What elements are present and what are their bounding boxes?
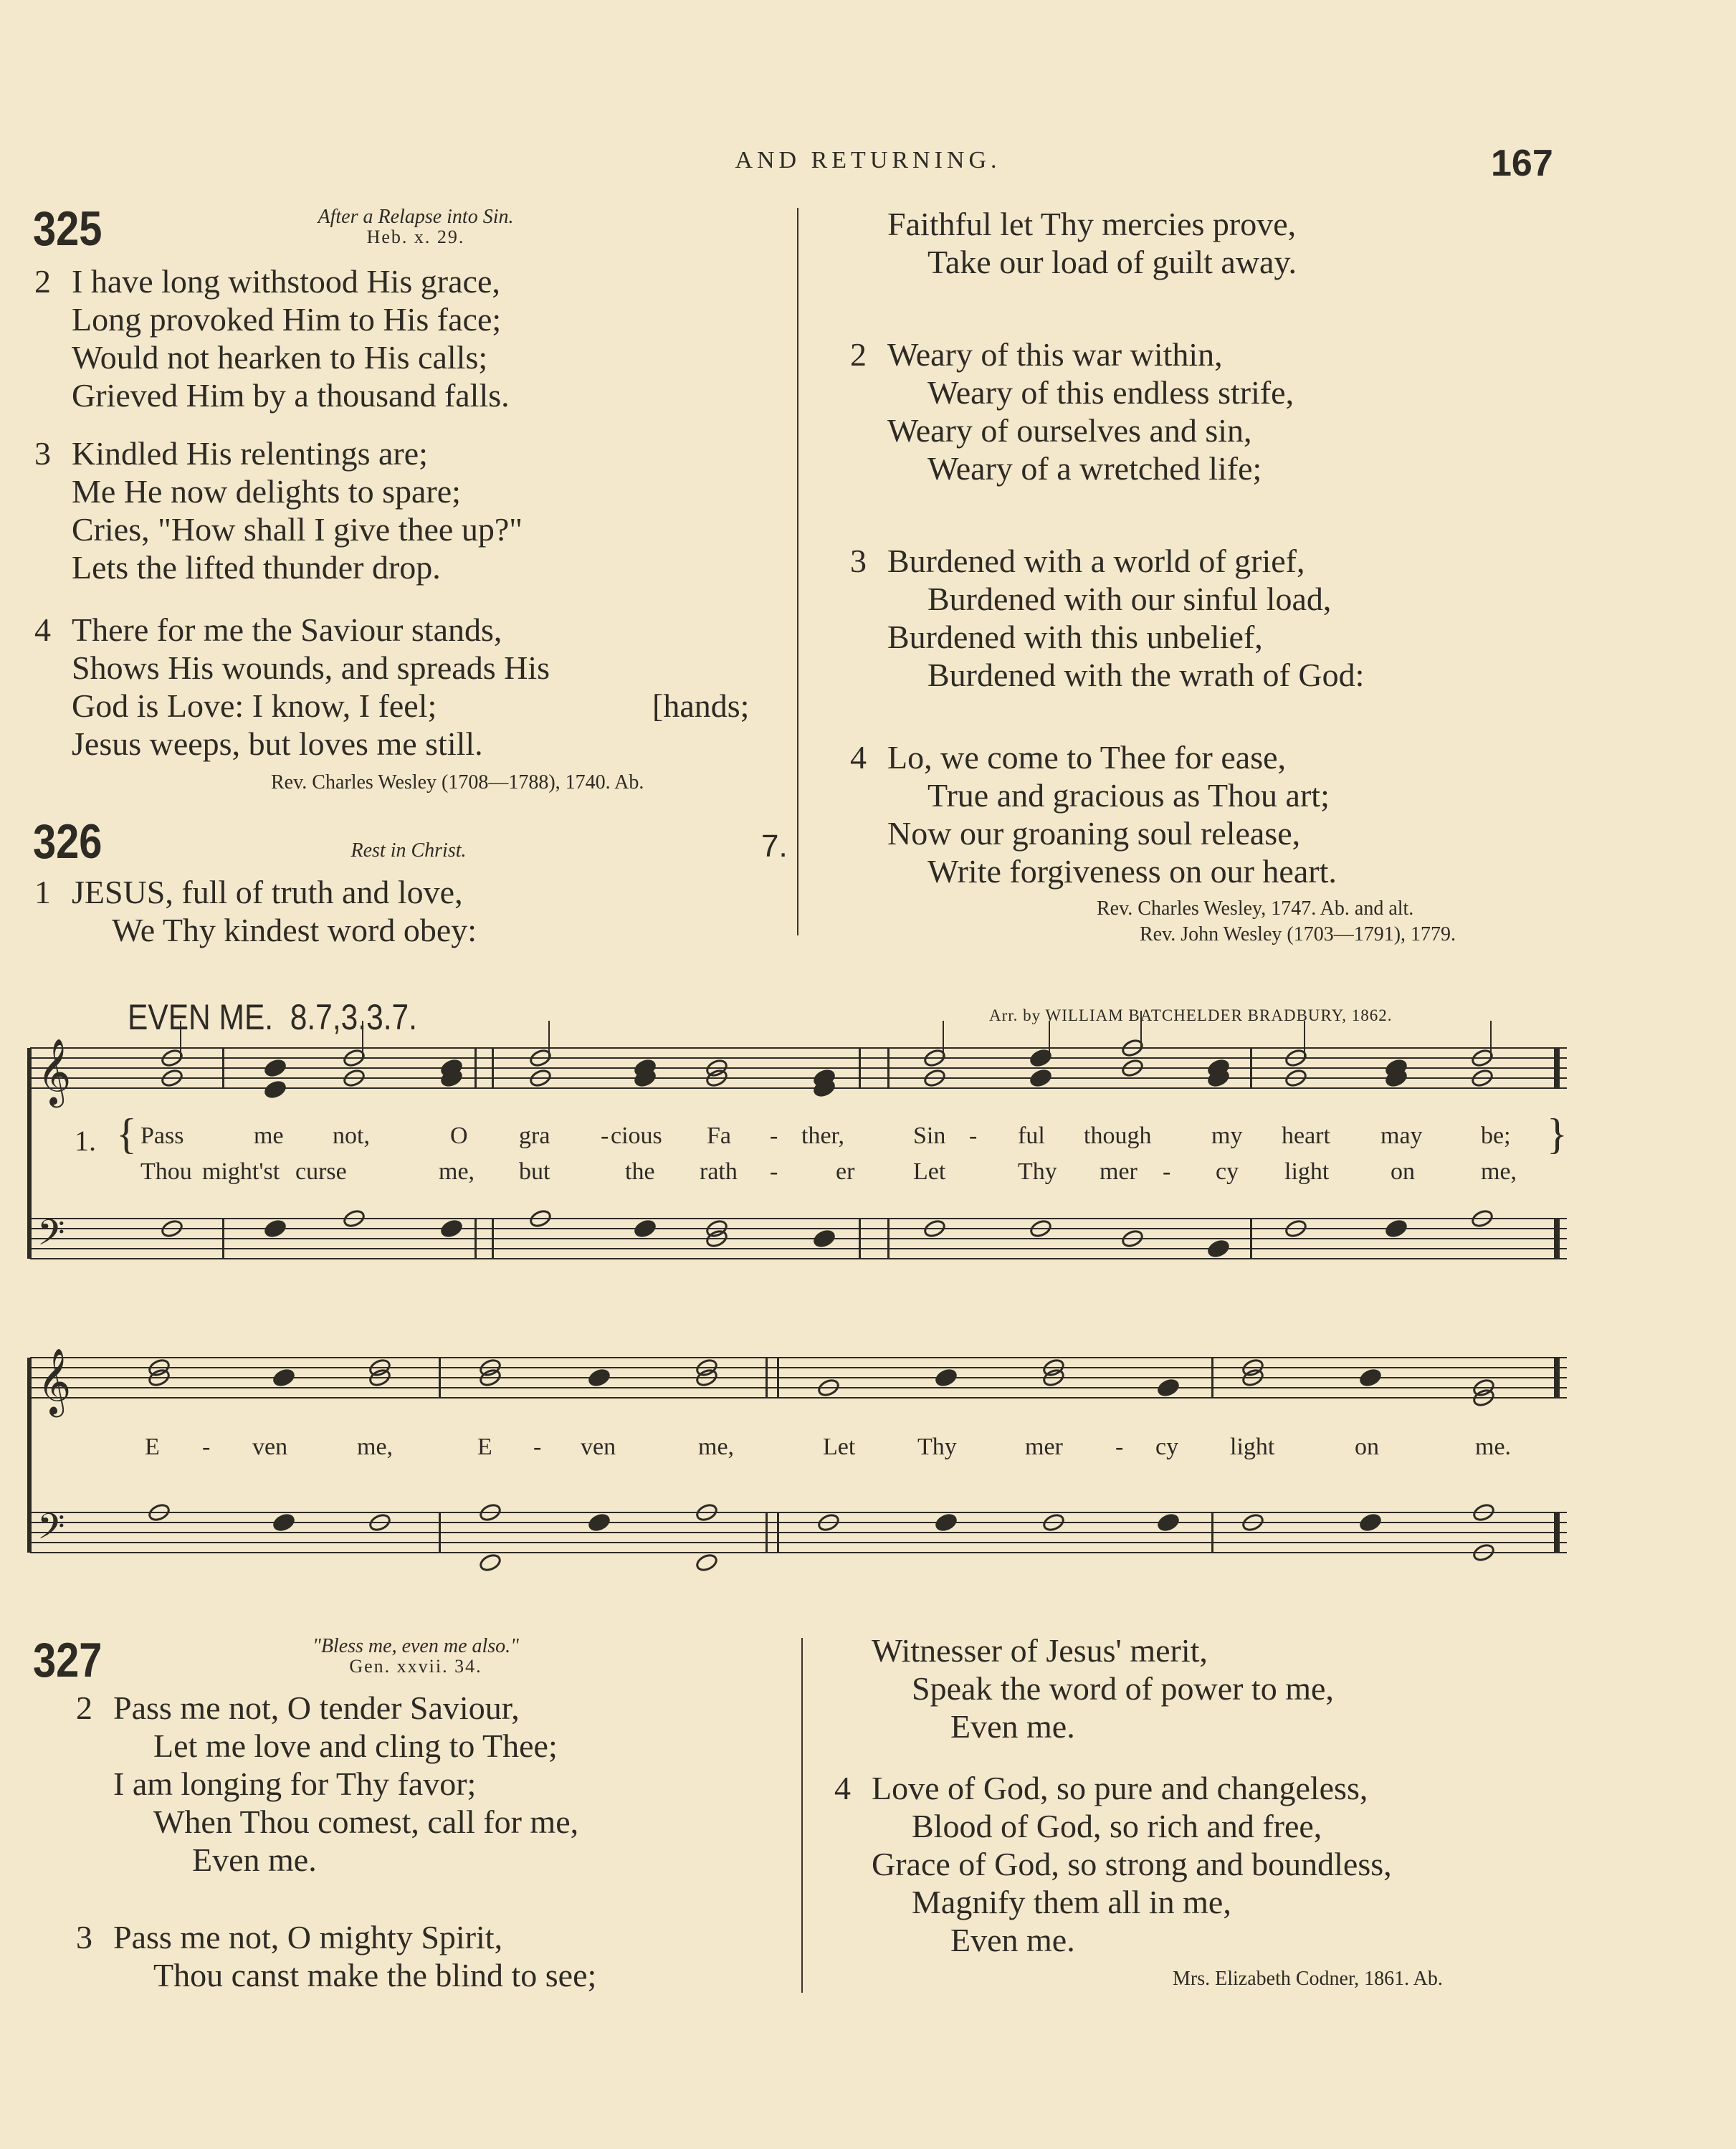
treble-clef-icon: 𝄞: [37, 1038, 72, 1105]
final-bar: [1554, 1512, 1560, 1553]
lyric-syllable: -: [969, 1123, 978, 1149]
lyric-syllable: light: [1284, 1158, 1330, 1185]
stanza-number: 3: [76, 1919, 92, 1955]
bar-line: [766, 1512, 768, 1553]
stanza-number: 4: [850, 739, 867, 776]
hymn-327-attribution: Mrs. Elizabeth Codner, 1861. Ab.: [1173, 1968, 1443, 1990]
hymn-327-stanza-3: [76, 1918, 597, 1994]
verse-line: I am longing for Thy favor;: [113, 1766, 477, 1802]
lyric-syllable: may: [1380, 1123, 1423, 1149]
lyric-syllable: Thy: [1018, 1158, 1057, 1185]
lyric-syllable: me,: [698, 1434, 735, 1460]
bass-note: [634, 1219, 657, 1239]
bar-line: [492, 1219, 494, 1259]
hymn-326-attribution-1: Rev. Charles Wesley, 1747. Ab. and alt.: [1097, 897, 1414, 920]
lyric-syllable: ven: [252, 1434, 288, 1460]
bar-line: [1211, 1512, 1213, 1553]
verse-line: Burdened with our sinful load,: [927, 581, 1332, 617]
bar-line: [1250, 1048, 1252, 1088]
lyric-syllable: gra: [519, 1123, 550, 1149]
lyric-syllable: me,: [439, 1158, 475, 1185]
lyric-syllable: ther,: [801, 1123, 844, 1149]
verse-line: JESUS, full of truth and love,: [72, 874, 463, 910]
hymn-325-scripture: Heb. x. 29.: [366, 227, 465, 248]
bar-line: [492, 1048, 494, 1088]
lyric-syllable: cy: [1155, 1434, 1179, 1460]
verse-line: Burdened with this unbelief,: [887, 619, 1263, 655]
lyric-syllable: be;: [1481, 1123, 1511, 1149]
hymn-327-stanza-4: [834, 1769, 1392, 1959]
system-brace-2: [27, 1358, 32, 1553]
hymn-number-325: 325: [33, 201, 102, 256]
lyric-syllable: light: [1230, 1434, 1275, 1460]
lyric-syllable: Let: [913, 1158, 946, 1185]
bass-note: [479, 1553, 502, 1573]
verse-line: Pass me not, O tender Saviour,: [113, 1690, 520, 1726]
bar-line: [777, 1358, 779, 1398]
stanza-number: 2: [850, 336, 867, 373]
verse-line: Shows His wounds, and spreads His: [72, 649, 550, 686]
treble-note: [935, 1368, 958, 1388]
verse-line: Pass me not, O mighty Spirit,: [113, 1919, 503, 1955]
verse-line: Weary of this endless strife,: [927, 374, 1294, 411]
hymn-327-subtitle-text: "Bless me, even me also.": [313, 1635, 519, 1657]
treble-note: [588, 1368, 611, 1388]
verse-line: Lo, we come to Thee for ease,: [887, 739, 1287, 776]
verse-line: Blood of God, so rich and free,: [912, 1808, 1322, 1844]
bar-line: [859, 1048, 861, 1088]
stanza-number: 2: [76, 1690, 92, 1726]
verse-line: God is Love: I know, I feel;: [72, 687, 437, 724]
verse-line: Even me.: [950, 1708, 1075, 1745]
verse-line: Witnesser of Jesus' merit,: [872, 1632, 1208, 1669]
verse-line: Grace of God, so strong and boundless,: [872, 1846, 1392, 1882]
verse-line: Even me.: [950, 1922, 1075, 1958]
final-bar: [1554, 1358, 1560, 1398]
lyric-syllable: me,: [1481, 1158, 1517, 1185]
verse-line: Weary of a wretched life;: [927, 450, 1262, 487]
hymn-326-subtitle: Rest in Christ.: [350, 839, 467, 862]
hymn-327-scripture: Gen. xxvii. 34.: [349, 1656, 482, 1677]
bar-line: [474, 1048, 477, 1088]
bass-note: [264, 1219, 287, 1239]
verse-line: Would not hearken to His calls;: [72, 339, 488, 376]
lyric-syllable: rath: [700, 1158, 738, 1185]
lyric-syllable: the: [625, 1158, 655, 1185]
lyric-syllable: me: [254, 1123, 284, 1149]
bar-line: [439, 1512, 441, 1553]
bass-note: [588, 1512, 611, 1533]
treble-note: [1157, 1378, 1181, 1398]
lyric-syllable: curse: [295, 1158, 347, 1185]
hymn-327-subtitle: [251, 1636, 581, 1677]
verse-line: Long provoked Him to His face;: [72, 301, 502, 338]
lyric-syllable: ful: [1018, 1123, 1045, 1149]
lyric-syllable: though: [1084, 1123, 1152, 1149]
bar-line: [222, 1219, 224, 1259]
verse-line: Lets the lifted thunder drop.: [72, 549, 441, 586]
verse-line: Speak the word of power to me,: [912, 1670, 1334, 1707]
lyric-syllable: Sin: [913, 1123, 946, 1149]
tune-name: EVEN ME.: [128, 997, 274, 1037]
lyric-syllable: -: [1115, 1434, 1124, 1460]
bass-note: [695, 1553, 719, 1573]
lyric-syllable: heart: [1282, 1123, 1330, 1149]
bar-line: [887, 1048, 890, 1088]
stanza-number: 3: [34, 435, 51, 472]
verse-line: We Thy kindest word obey:: [112, 912, 477, 948]
lyric-syllable: my: [1211, 1123, 1243, 1149]
bass-note: [1157, 1512, 1181, 1533]
lyric-syllable: mer: [1025, 1434, 1063, 1460]
bar-line: [766, 1358, 768, 1398]
lyric-syllable: mer: [1100, 1158, 1138, 1185]
lyric-syllable: -: [1163, 1158, 1171, 1185]
bass-note: [1359, 1512, 1383, 1533]
lyric-syllable: not,: [333, 1123, 370, 1149]
lyric-syllable: E: [477, 1434, 492, 1460]
hymn-326-attribution-2: Rev. John Wesley (1703—1791), 1779.: [1140, 923, 1456, 945]
verse-line: Love of God, so pure and changeless,: [872, 1770, 1368, 1806]
treble-note: [264, 1080, 287, 1100]
lyric-syllable: Thou: [140, 1158, 192, 1185]
lyric-syllable: but: [519, 1158, 550, 1185]
stanza-number: 1: [34, 874, 51, 910]
treble-clef-icon: 𝄞: [37, 1348, 72, 1414]
treble-note: [272, 1368, 296, 1388]
bass-note: [1207, 1239, 1231, 1259]
system-brace-1: [27, 1048, 32, 1259]
stanza-number: 3: [850, 543, 867, 579]
hymn-326-meter: 7.: [761, 829, 788, 864]
bass-clef-icon: 𝄢: [37, 1212, 65, 1262]
verse-number: 1.: [75, 1125, 96, 1157]
lyric-syllable: -: [601, 1123, 609, 1149]
bass-note: [935, 1512, 958, 1533]
stanza-number: 4: [834, 1770, 851, 1806]
bass-note: [1385, 1219, 1408, 1239]
final-bar: [1554, 1219, 1560, 1259]
lyric-syllable: cious: [611, 1123, 662, 1149]
lyric-syllable: on: [1391, 1158, 1415, 1185]
verse-line: Write forgiveness on our heart.: [927, 853, 1337, 890]
verse-line: Weary of ourselves and sin,: [887, 412, 1252, 449]
verse-line: Weary of this war within,: [887, 336, 1223, 373]
verse-line: I have long withstood His grace,: [72, 263, 500, 300]
stanza-number: 2: [34, 263, 51, 300]
bass-note: [813, 1229, 836, 1249]
verse-line: When Thou comest, call for me,: [153, 1803, 579, 1840]
page-number: 167: [1491, 143, 1553, 184]
lyric-syllable: cy: [1216, 1158, 1239, 1185]
lyric-syllable: Thy: [917, 1434, 957, 1460]
verse-line: Jesus weeps, but loves me still.: [72, 725, 483, 762]
verse-line: Thou canst make the blind to see;: [153, 1957, 597, 1993]
stanza-number: 4: [34, 611, 51, 648]
hymn-number-327: 327: [33, 1633, 102, 1687]
lyric-syllable: me.: [1475, 1434, 1512, 1460]
bar-line: [887, 1219, 890, 1259]
treble-note: [1029, 1068, 1053, 1088]
bass-note: [440, 1219, 464, 1239]
bar-line: [222, 1048, 224, 1088]
lyric-syllable: E: [145, 1434, 160, 1460]
bar-line: [439, 1358, 441, 1398]
verse-line: Now our groaning soul release,: [887, 815, 1301, 852]
verse-line: True and gracious as Thou art;: [927, 777, 1330, 814]
final-bar: [1554, 1048, 1560, 1088]
bar-line: [859, 1219, 861, 1259]
bass-note: [272, 1512, 296, 1533]
lyric-syllable: -: [202, 1434, 211, 1460]
lyric-syllable: er: [836, 1158, 855, 1185]
verse-line: Magnify them all in me,: [912, 1884, 1231, 1920]
lyric-syllable: -: [533, 1434, 542, 1460]
treble-note: [1359, 1368, 1383, 1388]
lyric-syllable: O: [450, 1123, 468, 1149]
lyric-syllable: -: [770, 1123, 778, 1149]
verse-line: Kindled His relentings are;: [72, 435, 428, 472]
lyric-syllable: Let: [823, 1434, 856, 1460]
bar-line: [1250, 1219, 1252, 1259]
bar-line: [1211, 1358, 1213, 1398]
lyric-syllable: ven: [581, 1434, 616, 1460]
verse-line: Faithful let Thy mercies prove,: [887, 206, 1297, 242]
hymn-number-326: 326: [33, 814, 102, 869]
verse-line: Me He now delights to spare;: [72, 473, 461, 510]
lyric-syllable: me,: [357, 1434, 394, 1460]
verse-line: Take our load of guilt away.: [927, 244, 1297, 280]
lyric-syllable: -: [770, 1158, 778, 1185]
verse-line: Even me.: [192, 1841, 317, 1878]
verse-line: Burdened with a world of grief,: [887, 543, 1305, 579]
verse-line: Grieved Him by a thousand falls.: [72, 377, 510, 414]
verse-line: There for me the Saviour stands,: [72, 611, 502, 648]
lyric-syllable: Fa: [707, 1123, 731, 1149]
treble-note: [264, 1058, 287, 1078]
hymn-325-attribution: Rev. Charles Wesley (1708—1788), 1740. Ab.: [271, 771, 644, 794]
bass-clef-icon: 𝄢: [37, 1506, 65, 1556]
hymn-327-stanza-3-cont: [872, 1631, 1334, 1745]
left-brace: {: [116, 1110, 137, 1158]
tune-meter: 8.7,3.3.7.: [290, 997, 417, 1037]
lyric-syllable: might'st: [202, 1158, 280, 1185]
lyric-syllable: Pass: [140, 1123, 184, 1149]
verse-line: Burdened with the wrath of God:: [927, 657, 1365, 693]
bar-line: [777, 1512, 779, 1553]
right-brace: }: [1547, 1110, 1568, 1158]
hymn-327-stanza-2: [76, 1689, 579, 1879]
turnover-text: [hands;: [652, 687, 750, 724]
tune-arranger: Arr. by WILLIAM BATCHELDER BRADBURY, 1862.: [989, 1006, 1393, 1024]
hymn-325-subtitle-text: After a Relapse into Sin.: [318, 206, 514, 228]
running-title: AND RETURNING.: [735, 147, 1001, 173]
verse-line: Let me love and cling to Thee;: [153, 1728, 558, 1764]
lyric-syllable: on: [1355, 1434, 1379, 1460]
bar-line: [474, 1219, 477, 1259]
verse-line: Cries, "How shall I give thee up?": [72, 511, 523, 548]
